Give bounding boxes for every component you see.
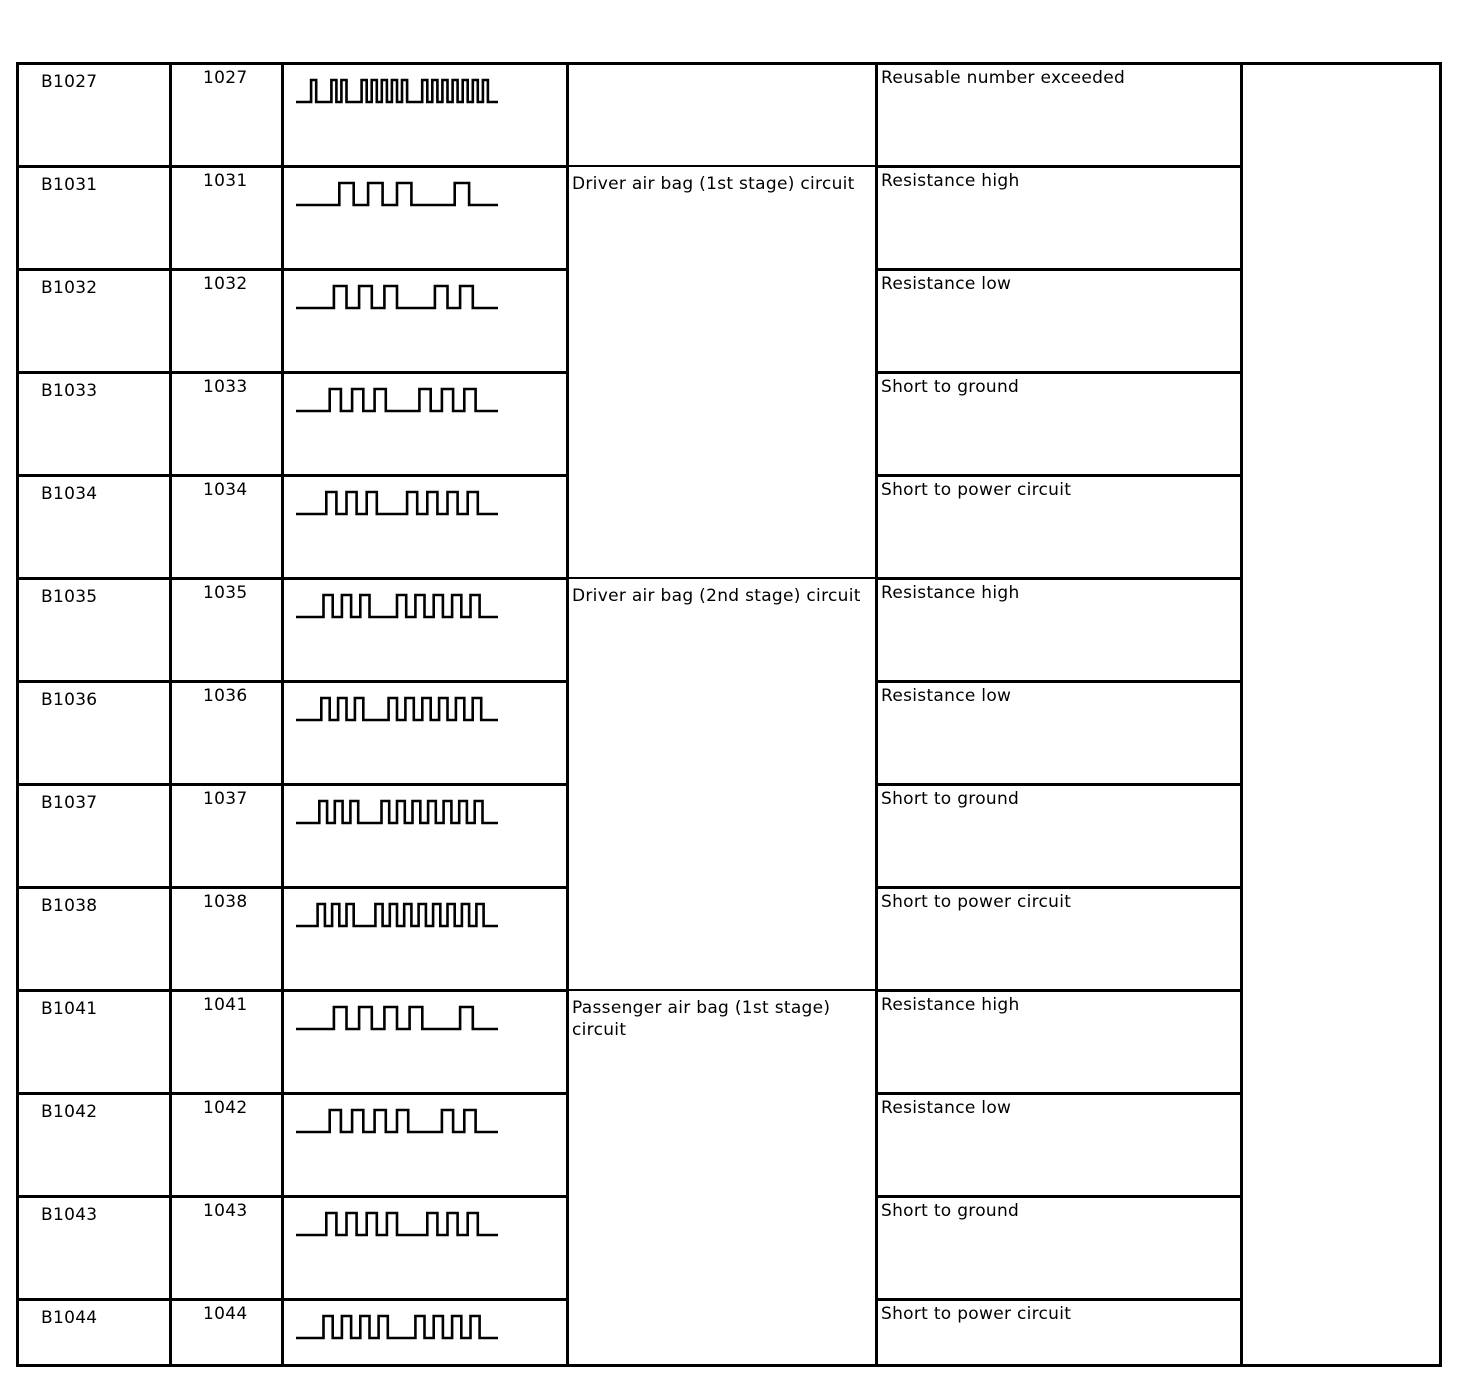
detection-item: Driver air bag (2nd stage) circuit xyxy=(572,586,861,606)
trouble-area: Short to power circuit xyxy=(881,1304,1072,1324)
trouble-area: Resistance low xyxy=(881,1098,1012,1118)
dtc-code: B1044 xyxy=(41,1308,98,1328)
dtc-code: B1041 xyxy=(41,999,98,1019)
trouble-area: Short to power circuit xyxy=(881,480,1072,500)
blink-code: 1042 xyxy=(203,1098,248,1118)
blink-pattern-icon xyxy=(296,77,506,107)
group-divider xyxy=(566,165,875,167)
row-divider xyxy=(875,577,1243,580)
row-divider xyxy=(16,165,569,168)
row-divider xyxy=(875,989,1243,992)
blink-pattern-icon xyxy=(296,1107,506,1137)
dtc-code: B1031 xyxy=(41,175,98,195)
row-divider xyxy=(875,474,1243,477)
trouble-area: Short to ground xyxy=(881,1201,1020,1221)
trouble-area: Reusable number exceeded xyxy=(881,68,1126,88)
column-divider xyxy=(281,62,284,1367)
blink-pattern-icon xyxy=(296,1313,506,1343)
blink-code: 1041 xyxy=(203,995,248,1015)
detection-item: Driver air bag (1st stage) circuit xyxy=(572,174,855,194)
row-divider xyxy=(875,268,1243,271)
column-divider xyxy=(1240,62,1243,1367)
blink-pattern-icon xyxy=(296,489,506,519)
blink-code: 1034 xyxy=(203,480,248,500)
row-divider xyxy=(16,268,569,271)
row-divider xyxy=(16,371,569,374)
row-divider xyxy=(16,1195,569,1198)
row-divider xyxy=(16,1092,569,1095)
dtc-code: B1027 xyxy=(41,72,98,92)
blink-code: 1043 xyxy=(203,1201,248,1221)
dtc-code: B1032 xyxy=(41,278,98,298)
row-divider xyxy=(875,371,1243,374)
trouble-area: Resistance high xyxy=(881,171,1020,191)
dtc-table xyxy=(16,62,1442,1367)
blink-pattern-icon xyxy=(296,798,506,828)
row-divider xyxy=(16,783,569,786)
blink-code: 1037 xyxy=(203,789,248,809)
blink-pattern-icon xyxy=(296,1210,506,1240)
row-divider xyxy=(16,680,569,683)
dtc-code: B1033 xyxy=(41,381,98,401)
row-divider xyxy=(875,1092,1243,1095)
dtc-code: B1036 xyxy=(41,690,98,710)
blink-pattern-icon xyxy=(296,386,506,416)
dtc-code: B1038 xyxy=(41,896,98,916)
trouble-area: Resistance high xyxy=(881,995,1020,1015)
trouble-area: Resistance low xyxy=(881,686,1012,706)
dtc-code: B1043 xyxy=(41,1205,98,1225)
blink-code: 1036 xyxy=(203,686,248,706)
column-divider xyxy=(169,62,172,1367)
column-divider xyxy=(875,62,878,1367)
row-divider xyxy=(16,1298,569,1301)
blink-code: 1027 xyxy=(203,68,248,88)
trouble-area: Short to power circuit xyxy=(881,892,1072,912)
blink-code: 1038 xyxy=(203,892,248,912)
trouble-area: Short to ground xyxy=(881,377,1020,397)
table-border-left xyxy=(16,62,19,1367)
blink-pattern-icon xyxy=(296,901,506,931)
blink-pattern-icon xyxy=(296,592,506,622)
blink-code: 1033 xyxy=(203,377,248,397)
group-divider xyxy=(566,989,875,991)
trouble-area: Short to ground xyxy=(881,789,1020,809)
row-divider xyxy=(875,886,1243,889)
blink-code: 1044 xyxy=(203,1304,248,1324)
row-divider xyxy=(875,165,1243,168)
trouble-area: Resistance low xyxy=(881,274,1012,294)
row-divider xyxy=(16,989,569,992)
blink-pattern-icon xyxy=(296,283,506,313)
dtc-code: B1035 xyxy=(41,587,98,607)
row-divider xyxy=(16,886,569,889)
column-divider xyxy=(566,62,569,1367)
row-divider xyxy=(875,1298,1243,1301)
table-border-top xyxy=(16,62,1442,65)
trouble-area: Resistance high xyxy=(881,583,1020,603)
blink-code: 1031 xyxy=(203,171,248,191)
group-divider xyxy=(566,577,875,579)
dtc-code: B1034 xyxy=(41,484,98,504)
blink-pattern-icon xyxy=(296,1004,506,1034)
row-divider xyxy=(875,1195,1243,1198)
blink-pattern-icon xyxy=(296,180,506,210)
dtc-code: B1042 xyxy=(41,1102,98,1122)
dtc-code: B1037 xyxy=(41,793,98,813)
table-border-right xyxy=(1439,62,1442,1367)
table-border-bottom xyxy=(16,1364,1442,1367)
blink-code: 1032 xyxy=(203,274,248,294)
blink-pattern-icon xyxy=(296,695,506,725)
row-divider xyxy=(875,783,1243,786)
blink-code: 1035 xyxy=(203,583,248,603)
row-divider xyxy=(16,577,569,580)
detection-item: Passenger air bag (1st stage) circuit xyxy=(572,998,831,1040)
row-divider xyxy=(875,680,1243,683)
row-divider xyxy=(16,474,569,477)
